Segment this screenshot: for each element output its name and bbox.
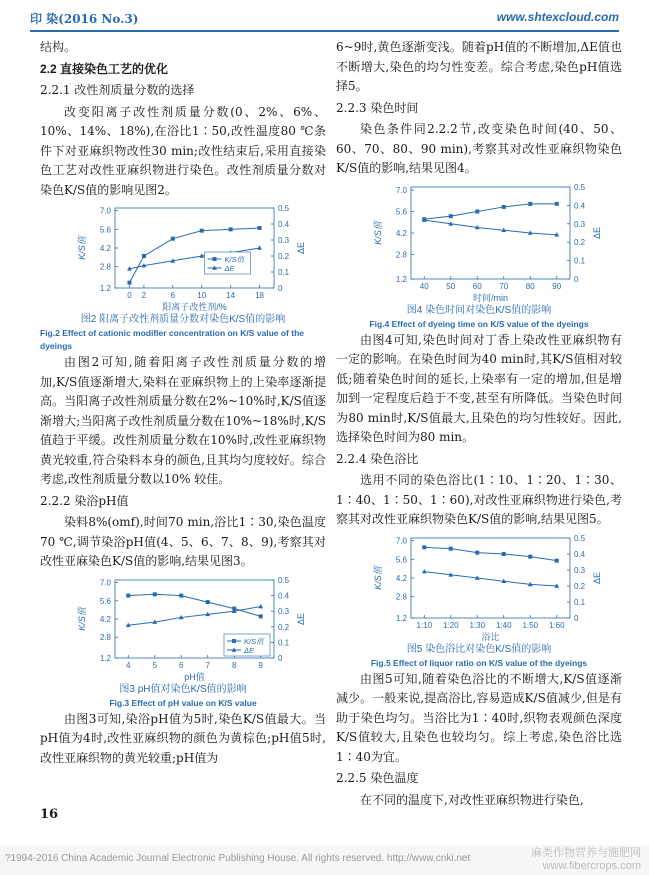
legend-label: ΔE [224,264,235,273]
paragraph: 由图4可知,染色时间对丁香上染改性亚麻织物有一定的影响。在染色时间为40 min时,其K/S值相对较低;随着染色时间的延长,上染率有一定的增加,但是增加到一定程度后趋于不变,甚至有所降低。当染色时间为80 min时,K/S值最大,且染色的均匀性较好。因此,选择染色时间为80 min。 [336,332,622,444]
x-tick-label: 1:10 [416,620,433,630]
subsection-heading: 2.2.3 染色时间 [336,100,419,115]
figure-caption-cn: 图2 阳离子改性剂质量分数对染色K/S值的影响 [80,314,286,325]
x-axis-label: 时间/min [472,292,509,303]
chart-fig3 [40,574,326,682]
plot-frame [411,187,570,279]
figure-caption-cn: 图3 pH值对染色K/S值的影响 [119,683,247,695]
y-tick-label: 7.0 [395,536,407,546]
figure-caption-cn: 图4 染色时间对染色K/S值的影响 [406,304,552,316]
x-axis-label: pH值 [184,671,205,682]
y2-tick-label: 0.5 [574,533,586,543]
y2-tick-label: 0.1 [278,637,290,647]
y-axis-label: K/S值 [77,236,87,260]
x-tick-label: 2 [141,291,147,300]
header-rule [30,30,619,32]
y2-axis-label: ΔE [592,571,602,584]
data-point-square [528,554,532,558]
y2-tick-label: 0.4 [278,591,290,601]
plot-frame [115,208,274,288]
y-tick-label: 1.2 [99,284,111,293]
paragraph: 由图5可知,随着染色浴比的不断增大,K/S值逐渐减少。一般来说,提高浴比,容易造成K/S值减少,但是有助于染色均匀。当浴比为1∶40时,织物表观颜色深度K/S值较大,且染色也较均匀。综上考虑,染色浴比选1∶40为宜。 [336,671,622,764]
data-point-square [502,204,506,208]
x-tick-label: 1:50 [522,620,539,630]
y2-tick-label: 0.3 [278,236,290,245]
y-tick-label: 4.2 [99,614,111,624]
x-tick-label: 9 [258,660,263,670]
watermark-line: www.fibercrops.com [542,860,641,872]
data-point-square [449,546,453,550]
x-tick-label: 60 [472,281,482,291]
y2-tick-label: 0.4 [574,200,586,210]
x-tick-label: 40 [419,281,429,291]
paragraph: 染色条件同2.2.2节,改变染色时间(40、50、60、70、80、90 min),考察其对改性亚麻织物染色K/S值的影响,结果见图4。 [336,122,622,175]
subsection-heading: 2.2.5 染色温度 [336,771,419,785]
running-header [30,8,619,28]
subsection-heading: 2.2.4 染色浴比 [336,451,419,466]
copyright-line: ?1994-2016 China Academic Journal Electronic Publishing House. All rights reserved. http://www.cnki.net [5,853,471,864]
y2-tick-label: 0.4 [574,549,586,559]
y-tick-label: 5.6 [99,596,111,606]
figure-3 [40,574,326,710]
x-tick-label: 0 [127,291,132,300]
y-axis-label: K/S值 [77,606,87,631]
subsection-heading: 2.2.2 染浴pH值 [40,493,129,508]
paragraph: 6~9时,黄色逐渐变浅。随着pH值的不断增加,ΔE值也不断增大,染色的均匀性变差。综合考虑,染色pH值选择5。 [336,40,622,93]
y2-tick-label: 0.3 [574,565,586,575]
data-point-square [555,201,559,205]
series-line [424,203,557,218]
data-point-square [475,550,479,554]
data-point-square [142,254,146,258]
x-tick-label: 1:60 [548,620,565,630]
right-column [336,38,622,810]
y2-tick-label: 0 [574,274,579,284]
x-axis-label: 浴比 [481,631,500,642]
x-tick-label: 14 [226,291,236,300]
y2-axis-label: ΔE [296,612,306,625]
x-tick-label: 6 [170,291,176,300]
y-tick-label: 4.2 [395,228,407,238]
data-point-square [475,209,479,213]
data-point-square [206,600,210,604]
y-tick-label: 2.8 [395,249,407,259]
x-tick-label: 50 [446,281,456,291]
y-tick-label: 4.2 [99,244,111,253]
x-tick-label: 10 [197,291,207,300]
data-point-square [555,558,559,562]
y-tick-label: 7.0 [99,578,111,588]
y2-axis-label: ΔE [296,241,306,255]
figure-4 [336,181,622,331]
x-tick-label: 8 [232,660,237,670]
data-point-triangle [257,245,262,249]
data-point-square [259,614,263,618]
y2-tick-label: 0.5 [278,204,290,213]
data-point-square [258,226,262,230]
legend-marker-square [232,639,236,643]
watermark-line: 麻类作物营养与施肥网 [531,847,641,859]
y2-tick-label: 0.1 [278,268,290,277]
data-point-square [179,593,183,597]
series-line [128,606,261,625]
x-tick-label: 1:40 [495,620,512,630]
paragraph: 由图2可知,随着阳离子改性剂质量分数的增加,K/S值逐渐增大,染料在亚麻织物上的上染率逐渐提高。当阳离子改性剂质量分数在2%~10%时,K/S值逐渐增大;当阳离子改性剂质量分数在10%~18%时,K/S值趋于平缓。改性剂质量分数在10%时,改性亚麻织物黄光较重,符合染料本身的颜色,且其均匀度较好。综合考虑,改性剂质量分数以10% 较佳。 [40,355,326,486]
section-heading: 2.2 直接染色工艺的优化 [40,61,169,76]
series-line [424,547,557,560]
data-point-triangle [258,603,263,607]
paragraph: 染料8%(omf),时间70 min,浴比1∶30,染色温度70 ℃,调节染浴pH值(4、5、6、7、8、9),考察其对改性亚麻染色K/S值的影响,结果见图3。 [40,515,326,568]
y2-tick-label: 0.3 [574,219,586,229]
x-tick-label: 1:30 [469,620,486,630]
y2-tick-label: 0.5 [278,575,290,585]
y2-tick-label: 0.2 [278,622,290,632]
paragraph: 在不同的温度下,对改性亚麻织物进行染色, [360,792,584,807]
y2-tick-label: 0 [278,284,283,293]
page-number: 16 [40,807,59,822]
left-column [40,38,326,768]
y2-tick-label: 0 [278,653,283,663]
paragraph: 结构。 [40,40,77,54]
data-point-square [171,237,175,241]
data-point-square [528,201,532,205]
y2-tick-label: 0.1 [574,597,586,607]
y2-axis-label: ΔE [592,226,602,239]
y-axis-label: K/S值 [373,220,383,245]
figure-caption-en: Fig.4 Effect of dyeing time on K/S value of the dyeings [369,318,589,329]
y-tick-label: 2.8 [99,262,111,272]
legend-marker-square [213,257,217,261]
x-tick-label: 4 [126,660,131,670]
y-tick-label: 5.6 [395,207,407,217]
y-tick-label: 1.2 [395,274,407,284]
data-point-square [502,552,506,556]
figure-caption-en: Fig.5 Effect of liquor ratio on K/S value of the dyeings [370,657,588,668]
y2-tick-label: 0.5 [574,182,586,192]
x-tick-label: 7 [205,660,210,670]
y-tick-label: 5.6 [395,554,407,564]
x-tick-label: 18 [255,291,264,300]
figure-5 [336,532,622,670]
journal-url[interactable]: www.shtexcloud.com [496,10,619,24]
y2-tick-label: 0.3 [278,606,290,616]
chart-fig4 [336,181,622,303]
y-tick-label: 5.6 [99,225,111,235]
series-line [424,220,557,235]
x-axis-label: 阳离子改性剂/% [162,302,227,312]
data-point-square [127,281,131,285]
legend-label: K/S值 [224,255,245,264]
x-tick-label: 80 [525,281,535,291]
figure-caption-cn: 图5 染色浴比对染色K/S值的影响 [406,643,552,655]
x-tick-label: 6 [179,660,184,670]
subsection-heading: 2.2.1 改性剂质量分数的选择 [40,83,195,97]
y-tick-label: 7.0 [99,206,111,216]
y2-tick-label: 0.1 [574,256,586,266]
y-tick-label: 2.8 [99,632,111,642]
data-point-square [422,545,426,549]
series-line [128,594,261,616]
y-tick-label: 7.0 [395,185,407,195]
data-point-square [153,592,157,596]
series-line [424,571,557,585]
x-tick-label: 1:20 [442,620,459,630]
legend-label: K/S值 [244,636,264,646]
y-axis-label: K/S值 [373,565,383,590]
data-point-square [449,214,453,218]
figure-2 [40,202,326,353]
chart-fig2 [40,202,326,312]
y2-tick-label: 0.2 [574,581,586,591]
data-point-square [200,229,204,233]
legend-label: ΔE [244,645,255,655]
y2-tick-label: 0.4 [278,220,290,229]
y-tick-label: 4.2 [395,573,407,583]
plot-frame [411,538,570,618]
chart-fig5 [336,532,622,642]
paragraph: 选用不同的染色浴比(1∶10、1∶20、1∶30、1∶40、1∶50、1∶60),对改性亚麻织物进行染色,考察其对改性亚麻织物染色K/S值的影响,结果见图5。 [336,473,622,526]
page-footer [0,845,649,875]
watermark [531,847,641,873]
data-point-triangle [422,569,427,573]
x-tick-label: 90 [552,281,562,291]
y2-tick-label: 0.2 [278,252,290,261]
y2-tick-label: 0.2 [574,237,586,247]
y-tick-label: 1.2 [99,653,111,663]
paragraph: 由图3可知,染浴pH值为5时,染色K/S值最大。当pH值为4时,改性亚麻织物的颜色为黄棕色;pH值5时,改性亚麻织物的黄光较重;pH值为 [40,711,326,765]
figure-caption-en: Fig.2 Effect of cationic modifier concentration on K/S value of the dyeings [40,328,305,351]
y-tick-label: 2.8 [395,592,407,602]
journal-label: 印 染(2016 No.3) [30,12,139,26]
y2-tick-label: 0 [574,613,579,623]
y-tick-label: 1.2 [395,613,407,623]
x-tick-label: 70 [499,281,509,291]
x-tick-label: 5 [152,660,157,670]
figure-caption-en: Fig.3 Effect of pH value on K/S value [109,697,257,708]
data-point-square [229,227,233,231]
data-point-square [126,593,130,597]
paragraph: 改变阳离子改性剂质量分数(0、2%、6%、10%、14%、18%),在浴比1∶50,改性温度80 ℃条件下对亚麻织物改性30 min;改性结束后,采用直接染色工艺对改性亚麻织物进行染色。改性剂质量分数对染色K/S值的影响见图2。 [40,104,326,197]
